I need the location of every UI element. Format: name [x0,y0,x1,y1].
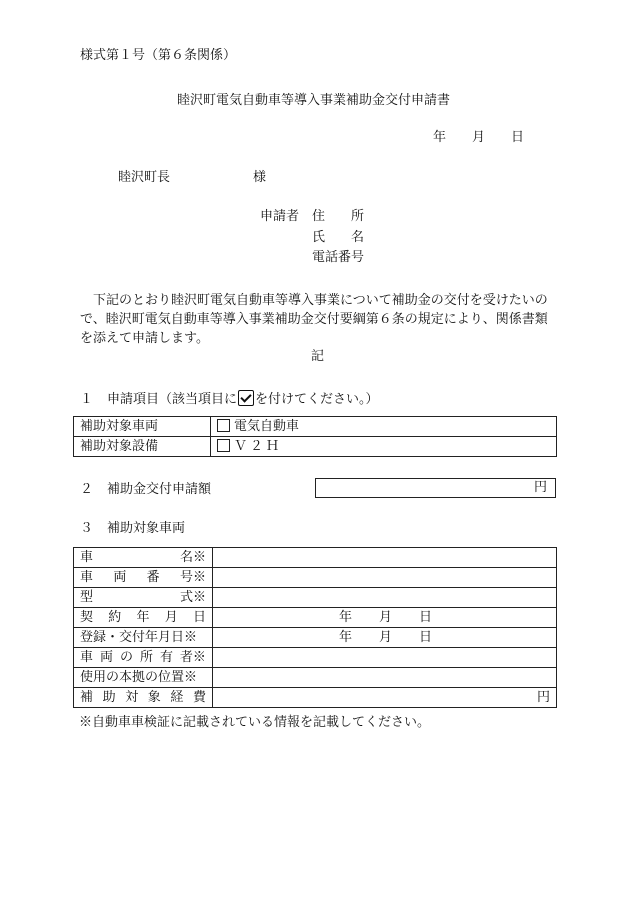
checkmark-icon [238,390,254,406]
table-row [74,437,557,457]
registration-day-label: 日 [419,630,433,645]
item-option-vehicle[interactable] [211,417,557,437]
section1-title-after: を付けてください。） [255,392,379,407]
section1-title-before: 申請項目（該当項目に [107,392,238,407]
section2-title: 補助金交付申請額 [107,482,212,497]
table-row [74,668,557,688]
vehicle-name-field[interactable] [213,548,557,568]
registration-date-field[interactable] [213,628,557,648]
option-v2h-label: Ｖ２Ｈ [234,439,283,454]
checkbox-v2h[interactable] [217,439,230,452]
section2-heading [80,482,211,498]
vehicle-label-contract-date: 契 約 年 月 日 [74,608,213,628]
table-row [74,568,557,588]
registration-month-label: 月 [379,630,393,645]
section3-number: ３ [80,521,94,536]
item-label-equipment: 補助対象設備 [74,437,211,457]
table-row [74,588,557,608]
vehicle-label-owner: 車 両 の 所 有 者※ [74,648,213,668]
vehicle-label-registration-date: 登録・交付年月日※ [74,628,213,648]
section3-title: 補助対象車両 [107,521,186,536]
checkbox-ev[interactable] [217,419,230,432]
section3-heading [80,521,185,537]
contract-month-label: 月 [379,610,393,625]
applicant-phone-label: 電話番号 [312,250,365,265]
vehicle-label-name: 車 名※ [74,548,213,568]
table-row [74,548,557,568]
section1-number: １ [80,392,94,407]
vehicle-model-field[interactable] [213,588,557,608]
ki-label: 記 [311,349,325,364]
vehicle-label-model: 型 式※ [74,588,213,608]
applicant-label: 申請者 [260,209,300,224]
date-year-label: 年 [433,130,447,145]
applicant-address-char-1: 住 [312,209,326,224]
document-title: 睦沢町電気自動車等導入事業補助金交付申請書 [177,93,451,108]
vehicle-base-location-field[interactable] [213,668,557,688]
item-label-vehicle: 補助対象車両 [74,417,211,437]
body-paragraph [80,291,558,348]
vehicle-cost-field[interactable] [213,688,557,708]
subsidy-amount-unit: 円 [533,480,547,495]
section1-heading [80,390,379,408]
table-row [74,648,557,668]
vehicle-label-number: 車 両 番 号※ [74,568,213,588]
table-row [74,417,557,437]
body-paragraph-text: 下記のとおり睦沢町電気自動車等導入事業について補助金の交付を受けたいので、睦沢町電気自動車等導入事業補助金交付要綱第６条の規定により、関係書類を添えて申請します。 [80,293,548,346]
option-ev-label: 電気自動車 [234,419,300,434]
footnote: ※自動車車検証に記載されている情報を記載してください。 [79,715,431,730]
table-row [74,608,557,628]
date-month-label: 月 [472,130,486,145]
item-option-equipment[interactable] [211,437,557,457]
addressee-name: 睦沢町長 [118,170,171,185]
contract-year-label: 年 [339,610,353,625]
addressee-honorific: 様 [253,170,267,185]
contract-date-field[interactable] [213,608,557,628]
registration-year-label: 年 [339,630,353,645]
applicant-name-char-1: 氏 [312,230,326,245]
vehicle-number-field[interactable] [213,568,557,588]
vehicle-label-base-location: 使用の本拠の位置※ [74,668,213,688]
contract-day-label: 日 [419,610,433,625]
applicant-address-char-2: 所 [351,209,365,224]
table-row [74,628,557,648]
subsidy-amount-field[interactable] [315,478,556,498]
section2-number: ２ [80,482,94,497]
application-items-table [73,416,557,457]
vehicle-owner-field[interactable] [213,648,557,668]
vehicle-label-cost: 補 助 対 象 経 費 [74,688,213,708]
applicant-name-char-2: 名 [351,230,365,245]
vehicle-table [73,547,557,708]
table-row [74,688,557,708]
form-number: 様式第１号（第６条関係） [80,48,237,63]
vehicle-cost-unit: 円 [536,690,550,705]
date-day-label: 日 [511,130,525,145]
